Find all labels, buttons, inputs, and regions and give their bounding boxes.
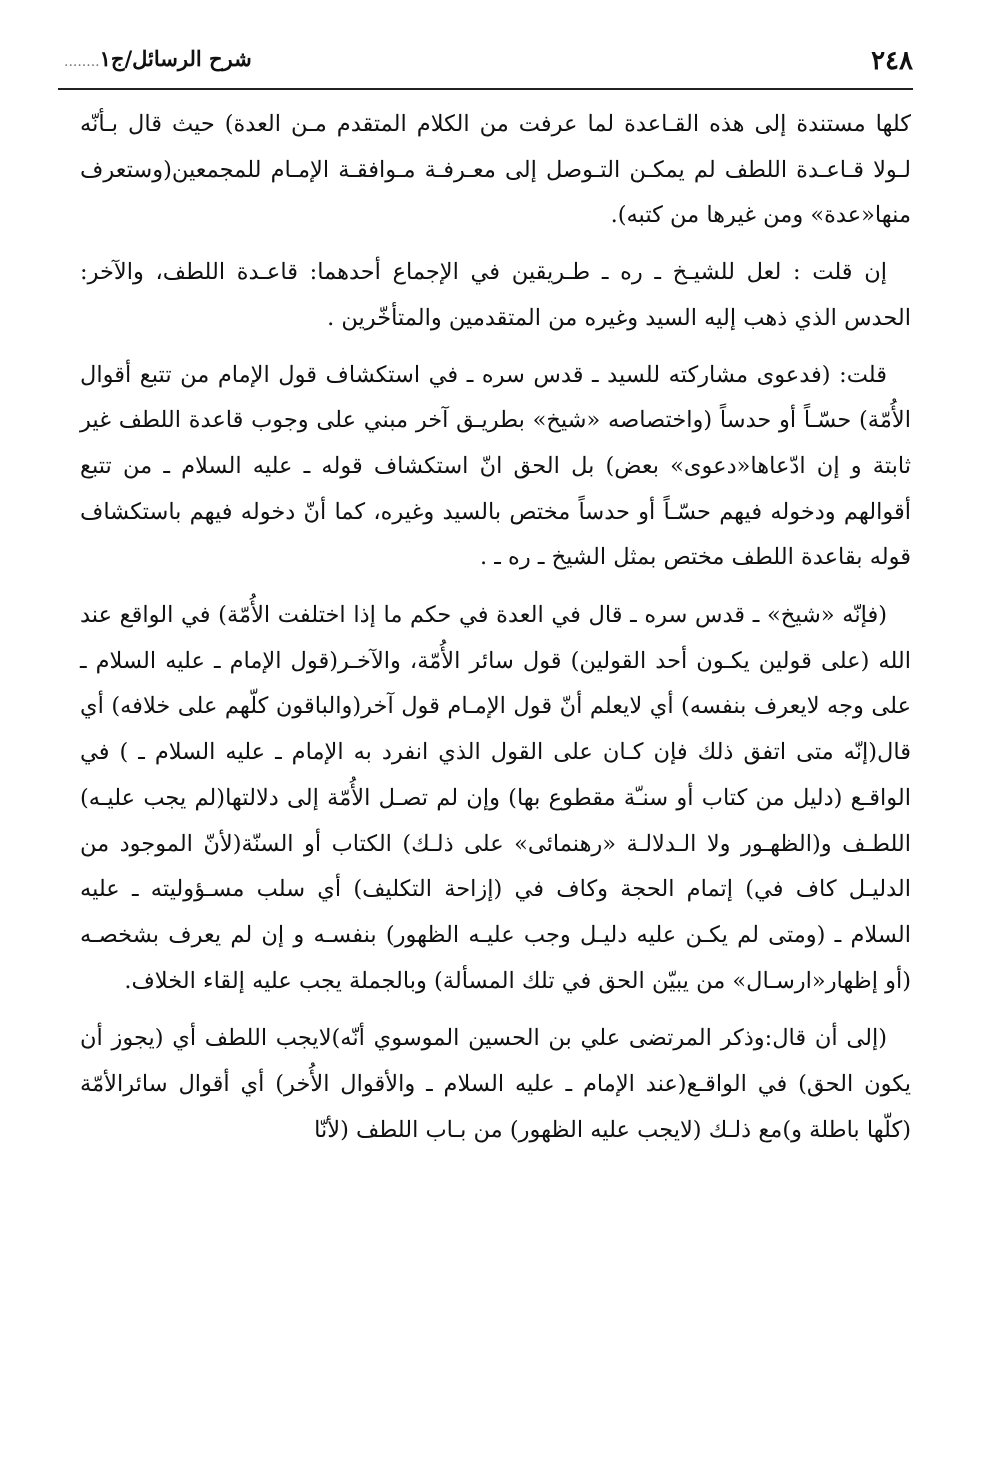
page-header: [58, 40, 913, 94]
header-dots: ........: [64, 54, 100, 70]
paragraph-2: إن قلت : لعل للشيـخ ـ ره ـ طـريقين في الإجماع أحدهما: قاعـدة اللطف، والآخر: الحدس الذي ذهب إليه السيد وغيره من المتقدمين والمتأخّرين .: [80, 259, 911, 331]
paragraph-4: (فإنّه «شيخ» ـ قدس سره ـ قال في العدة في حكم ما إذا اختلفت الأُمّة) في الواقع عند الله (على قولين يكـون أحد القولين) قول سائر الأُمّة، والآخـر(قول الإمام ـ عليه السلام ـ على وجه لايعرف بنفسه) أي لايعلم أنّ قول الإمـام قول آخر(والباقون كلّهم على خلافه) أي قال(إنّه متى اتفق ذلك فإن كـان على القول الذي انفرد به الإمام ـ عليه السلام ـ ) في الواقـع (دليل من كتاب أو سنـّة مقطوع بها) وإن لم تصـل الأُمّة إلى دلالتها(لم يجب عليـه) اللطـف و(الظهـور ولا الـدلالـة «رهنمائى» على ذلـك) الكتاب أو السنّة(لأنّ الموجود من الدليـل كاف في) إتمام الحجة وكاف في (إزاحة التكليف) أي سلب مسـؤوليته ـ عليه السلام ـ (ومتى لم يكـن عليه دليـل وجب عليـه الظهور) بنفسـه و إن لم يعرف بشخصـه (أو إظهار«ارسـال» من يبيّن الحق في تلك المسألة) وبالجملة يجب عليه إلقاء الخلاف.: [80, 602, 911, 994]
paragraph-1: كلها مستندة إلى هذه القـاعدة لما عرفت من الكلام المتقدم مـن العدة) حيث قال بـأنّه لـولا قـاعـدة اللطف لم يمكـن التـوصل إلى معـرفـة مـوافقـة الإمـام للمجمعين(وستعرف منها«عدة» ومن غيرها من كتبه).: [80, 111, 911, 229]
paragraph-3: قلت: (فدعوى مشاركته للسيد ـ قدس سره ـ في استكشاف قول الإمام من تتبع أقوال الأُمّة) حسّـاً أو حدساً (واختصاصه «شيخ» بطريـق آخر مبني على وجوب قاعدة اللطف غير ثابتة و إن ادّعاها«دعوى» بعض) بل الحق انّ استكشاف قوله ـ عليه السلام ـ من تتبع أقوالهم ودخوله فيهم حسّـاً أو حدساً مختص بالسيد وغيره، كما أنّ دخوله فيهم باستكشاف قوله بقاعدة اللطف مختص بمثل الشيخ ـ ره ـ .: [80, 361, 911, 571]
running-title-text: شرح الرسائل/ج١: [99, 46, 252, 71]
body-text: [80, 102, 911, 1153]
running-title: [58, 46, 252, 71]
paragraph-5: (إلى أن قال:وذكر المرتضى علي بن الحسين الموسوي أنّه)لايجب اللطف أي (يجوز أن يكون الحق) في الواقـع(عند الإمام ـ عليه السلام ـ والأقوال الأُخر) أي أقوال سائرالأمّة (كلّها باطلة و)مع ذلـك (لايجب عليه الظهور) من بـاب اللطف (لأنّا: [80, 1025, 911, 1143]
header-rule: [58, 88, 913, 90]
page-number: ٢٤٨: [871, 46, 913, 76]
